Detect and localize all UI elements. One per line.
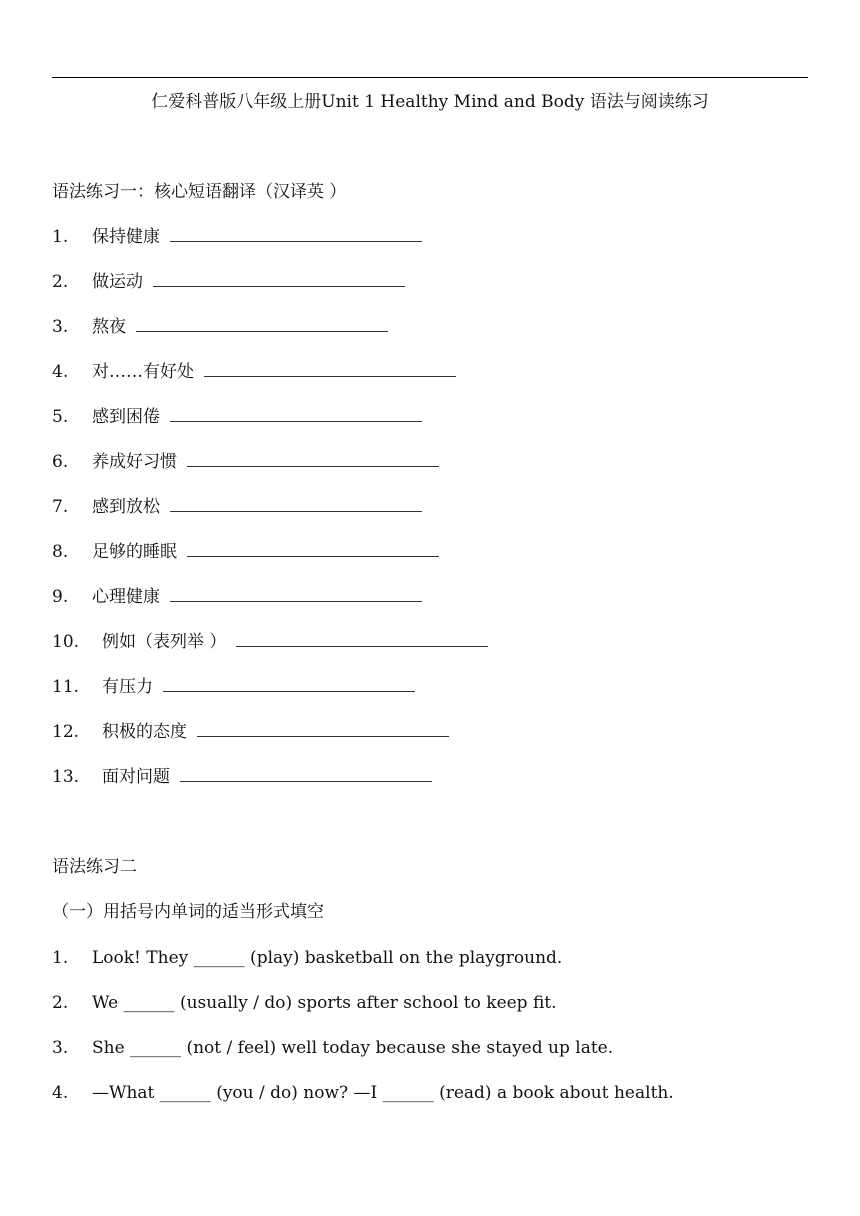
phrase-item	[52, 719, 449, 745]
answer-blank[interactable]	[187, 542, 439, 557]
phrase-item	[52, 359, 456, 385]
item-text: 养成好习惯	[92, 452, 177, 472]
phrase-item	[52, 584, 422, 610]
phrase-item	[52, 764, 432, 790]
answer-blank[interactable]	[153, 272, 405, 287]
item-number: 5.	[52, 407, 69, 427]
item-text: 感到放松	[92, 497, 160, 517]
phrase-item	[52, 494, 422, 520]
phrase-item	[52, 539, 439, 565]
item-number: 2.	[52, 993, 69, 1013]
section2-subheading: （一）用括号内单词的适当形式填空	[52, 902, 324, 922]
answer-blank[interactable]	[180, 767, 432, 782]
item-text: 足够的睡眠	[92, 542, 177, 562]
answer-blank[interactable]	[170, 227, 422, 242]
section2-heading: 语法练习二	[52, 857, 137, 877]
item-number: 12.	[52, 722, 80, 742]
item-text: 保持健康	[92, 227, 160, 247]
answer-blank[interactable]	[204, 362, 456, 377]
item-text: 积极的态度	[102, 722, 187, 742]
phrase-item	[52, 314, 388, 340]
item-text: 做运动	[92, 272, 143, 292]
item-number: 6.	[52, 452, 69, 472]
answer-blank[interactable]	[170, 587, 422, 602]
item-number: 9.	[52, 587, 69, 607]
answer-blank[interactable]	[170, 497, 422, 512]
item-number: 3.	[52, 1038, 69, 1058]
item-text: We ______ (usually / do) sports after school to keep fit.	[92, 993, 557, 1013]
section1-heading: 语法练习一：核心短语翻译（汉译英 ）	[52, 182, 347, 202]
item-number: 1.	[52, 227, 69, 247]
answer-blank[interactable]	[170, 407, 422, 422]
item-text: She ______ (not / feel) well today because she stayed up late.	[92, 1038, 614, 1058]
phrase-item	[52, 674, 415, 700]
fill-blank-item	[52, 1080, 674, 1106]
item-number: 1.	[52, 948, 69, 968]
item-text: —What ______ (you / do) now? —I ______ (read) a book about health.	[92, 1083, 674, 1103]
item-number: 10.	[52, 632, 80, 652]
item-text: 对……有好处	[92, 362, 194, 382]
item-number: 11.	[52, 677, 80, 697]
phrase-item	[52, 404, 422, 430]
fill-blank-item	[52, 945, 562, 971]
answer-blank[interactable]	[187, 452, 439, 467]
page-title: 仁爱科普版八年级上册Unit 1 Healthy Mind and Body 语法与阅读练习	[151, 92, 709, 112]
item-text: Look! They ______ (play) basketball on the playground.	[92, 948, 563, 968]
answer-blank[interactable]	[197, 722, 449, 737]
item-text: 面对问题	[102, 767, 170, 787]
answer-blank[interactable]	[136, 317, 388, 332]
item-number: 4.	[52, 1083, 69, 1103]
phrase-item	[52, 629, 488, 655]
item-number: 2.	[52, 272, 69, 292]
answer-blank[interactable]	[236, 632, 488, 647]
item-number: 7.	[52, 497, 69, 517]
phrase-item	[52, 269, 405, 295]
phrase-item	[52, 449, 439, 475]
item-number: 8.	[52, 542, 69, 562]
top-rule	[52, 77, 808, 78]
item-text: 例如（表列举 ）	[102, 632, 227, 652]
answer-blank[interactable]	[163, 677, 415, 692]
item-text: 心理健康	[92, 587, 160, 607]
item-number: 4.	[52, 362, 69, 382]
fill-blank-item	[52, 1035, 613, 1061]
fill-blank-item	[52, 990, 557, 1016]
item-number: 3.	[52, 317, 69, 337]
item-text: 感到困倦	[92, 407, 160, 427]
item-text: 有压力	[102, 677, 153, 697]
phrase-item	[52, 224, 422, 250]
item-number: 13.	[52, 767, 80, 787]
item-text: 熬夜	[92, 317, 126, 337]
